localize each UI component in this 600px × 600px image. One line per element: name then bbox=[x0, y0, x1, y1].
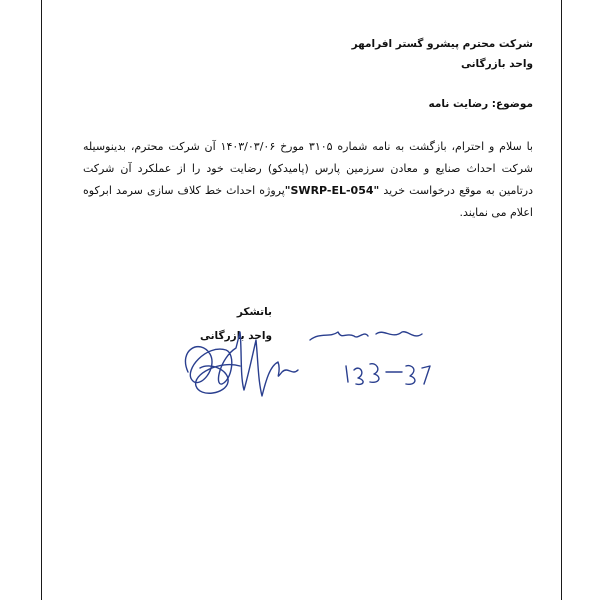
body-text-part-1: با سلام و احترام، بازگشت به نامه شماره ۳۱۰۵ مورخ ۱۴۰۳/۰۳/۰۶ آن شرکت محترم، بدینوسیله شرکت احداث صنایع و معادن سرزمین پارس (پامیدکو) رضایت خود را از عملکرد آن شرکت درتامین به موقع درخواست خرید bbox=[83, 140, 533, 197]
page-border-left bbox=[41, 0, 42, 600]
page-border-right bbox=[561, 0, 562, 600]
recipient-company: شرکت محترم پیشرو گستر افرامهر bbox=[351, 38, 533, 50]
letter-body bbox=[83, 136, 533, 224]
subject-line: موضوع: رضایت نامه bbox=[428, 98, 533, 110]
request-code: "SWRP-EL-054" bbox=[284, 184, 380, 197]
handwritten-signature bbox=[170, 310, 450, 420]
signature-stroke-main bbox=[185, 332, 298, 396]
signature-stroke-top bbox=[310, 332, 422, 340]
recipient-block bbox=[352, 34, 533, 74]
closing-unit: واحد بازرگانی bbox=[199, 330, 272, 342]
closing-thanks: باتشکر bbox=[236, 306, 272, 318]
signature-date-strokes bbox=[346, 364, 430, 385]
body-text-part-2: پروژه احداث خط کلاف سازی سرمد ابرکوه اعلام می نمایند. bbox=[83, 184, 533, 219]
recipient-unit: واحد بازرگانی bbox=[460, 58, 533, 70]
